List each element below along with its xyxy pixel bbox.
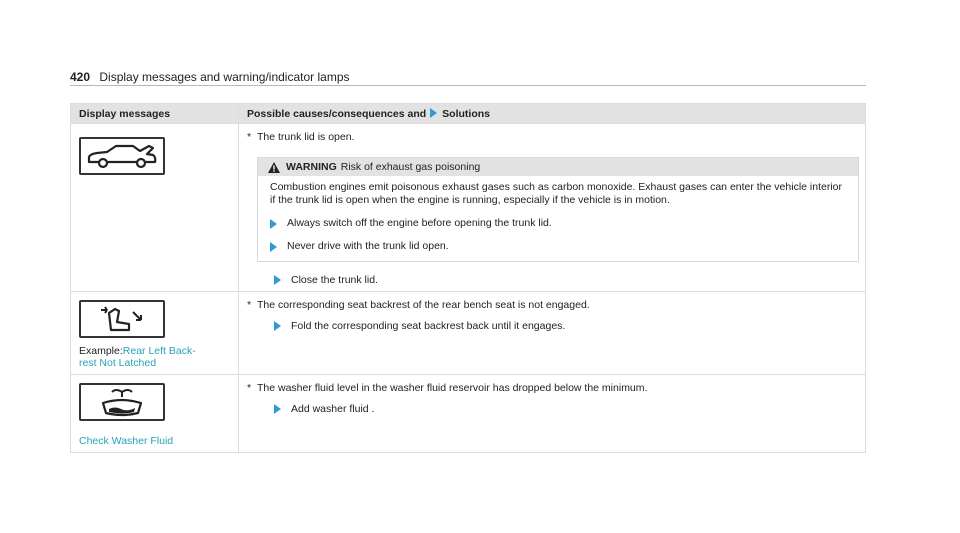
warning-step — [270, 240, 846, 253]
washer-fluid-icon — [79, 383, 165, 421]
warning-title-bar — [258, 158, 858, 176]
solution-text: Add washer fluid . — [291, 403, 375, 415]
arrow-right-icon — [270, 219, 277, 229]
display-cell — [71, 375, 239, 453]
asterisk-bullet: * — [247, 299, 252, 311]
arrow-right-icon — [270, 242, 277, 252]
asterisk-bullet: * — [247, 131, 252, 143]
cause-text: The corresponding seat backrest of the rear bench seat is not engaged. — [257, 299, 590, 311]
table-row — [71, 124, 866, 292]
table-row — [71, 292, 866, 375]
solution-text: Close the trunk lid. — [291, 274, 378, 286]
open-trunk-car-icon — [79, 137, 165, 175]
warning-text: Combustion engines emit poisonous exhaust gases such as carbon monoxide. Exhaust gases can enter the vehicle interior if the trunk lid is open when the engine is running, especially if the vehicle is in motion. — [270, 181, 842, 206]
display-cell — [71, 124, 239, 292]
example-message-line2: rest Not Latched — [79, 357, 157, 369]
causes-cell — [239, 292, 866, 375]
column-header-display-messages: Display messages — [71, 104, 239, 124]
warning-title: Risk of exhaust gas poisoning — [340, 161, 481, 173]
arrow-right-icon — [274, 275, 281, 285]
example-message — [79, 345, 230, 369]
page-number: 420 — [70, 70, 91, 84]
display-message-text: Check Washer Fluid — [79, 435, 174, 447]
arrow-right-icon — [430, 108, 437, 118]
example-message-line1: Rear Left Back- — [122, 345, 196, 357]
solution-text: Fold the corresponding seat backrest back until it engages. — [291, 320, 566, 332]
warning-body — [258, 176, 858, 261]
solution-step — [274, 320, 857, 332]
cause-item — [247, 382, 857, 394]
table-row — [71, 375, 866, 453]
warning-label: WARNING — [286, 161, 337, 173]
page-header — [70, 69, 866, 86]
display-messages-table — [70, 103, 866, 453]
causes-cell — [239, 375, 866, 453]
arrow-right-icon — [274, 404, 281, 414]
cause-text: The washer fluid level in the washer fluid reservoir has dropped below the minimum. — [257, 382, 648, 394]
solution-step — [274, 403, 857, 415]
cause-item — [247, 299, 857, 311]
asterisk-bullet: * — [247, 382, 252, 394]
column-header-causes-label: Possible causes/consequences and — [247, 107, 427, 120]
cause-item — [247, 131, 857, 143]
example-prefix: Example: — [79, 345, 123, 357]
warning-triangle-icon — [268, 162, 280, 173]
column-header-causes — [239, 104, 866, 124]
table-header-row — [71, 104, 866, 124]
warning-step — [270, 217, 846, 230]
page-header-title: Display messages and warning/indicator lamps — [99, 70, 350, 84]
column-header-solutions-label: Solutions — [442, 107, 491, 120]
warning-step-text: Never drive with the trunk lid open. — [287, 240, 449, 252]
display-cell — [71, 292, 239, 375]
seat-backrest-icon — [79, 300, 165, 338]
causes-cell — [239, 124, 866, 292]
warning-box — [257, 157, 859, 262]
warning-step-text: Always switch off the engine before opening the trunk lid. — [287, 217, 552, 229]
cause-text: The trunk lid is open. — [257, 131, 355, 143]
arrow-right-icon — [274, 321, 281, 331]
solution-step — [274, 274, 857, 286]
